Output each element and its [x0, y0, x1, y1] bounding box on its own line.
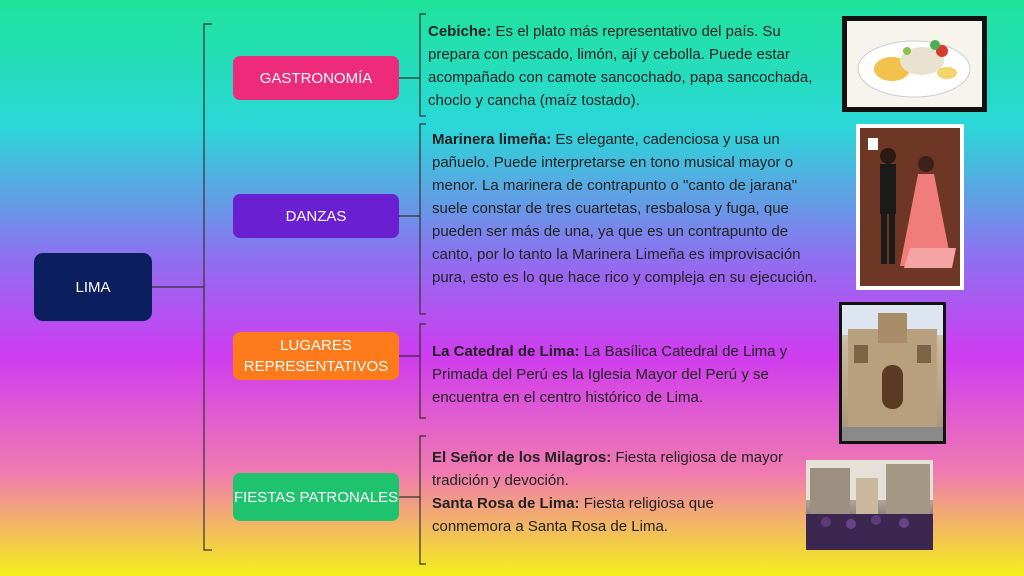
marinera-photo — [856, 124, 964, 290]
category-label: GASTRONOMÍA — [259, 69, 373, 87]
fiestas-text-2: Fiesta religiosa que conmemora a Santa Rosa de Lima. — [432, 495, 714, 535]
root-node-lima — [34, 253, 152, 321]
category-label: LUGARES REPRESENTATIVOS — [243, 337, 389, 375]
category-fiestas — [233, 473, 399, 521]
fiestas-description — [432, 446, 792, 538]
fiestas-title-1: El Señor de los Milagros: — [432, 449, 612, 466]
lugares-title: La Catedral de Lima: — [432, 343, 580, 360]
lugares-description — [432, 340, 830, 409]
senor-milagros-photo — [806, 460, 933, 550]
category-lugares — [233, 332, 399, 380]
catedral-photo — [839, 302, 946, 444]
gastronomia-text: Es el plato más representativo del país. Su prepara con pescado, limón, ají y cebolla. Puede estar acompañado con camote sancochado, papa sancochada, choclo y cancha (maíz tostado). — [428, 23, 813, 109]
danzas-text: Es elegante, cadenciosa y usa un pañuelo. Puede interpretarse en tono musical mayor o menor. La marinera de contrapunto o "canto de jarana" suele constar de tres cuartetas, resbalosa y fuga, que pueden ser más de una, ya que es un contrapunto de canto, por lo tanto la Marinera Limeña es improvisación pura, esto es lo que hace rico y compleja en su ejecución. — [432, 131, 818, 286]
cebiche-photo — [842, 16, 987, 112]
root-label: LIMA — [75, 278, 111, 296]
category-danzas — [233, 194, 399, 238]
fiestas-text-1: Fiesta religiosa de mayor tradición y devoción. — [432, 449, 783, 489]
fiestas-title-2: Santa Rosa de Lima: — [432, 495, 580, 512]
gastronomia-description — [428, 20, 828, 112]
lugares-text: La Basílica Catedral de Lima y Primada del Perú es la Iglesia Mayor del Perú y se encuentra en el centro histórico de Lima. — [432, 343, 788, 406]
category-label: FIESTAS PATRONALES — [233, 488, 399, 506]
danzas-title: Marinera limeña: — [432, 131, 552, 148]
category-label: DANZAS — [285, 207, 347, 225]
danzas-description — [432, 128, 830, 289]
category-gastronomia — [233, 56, 399, 100]
gastronomia-title: Cebiche: — [428, 23, 492, 40]
